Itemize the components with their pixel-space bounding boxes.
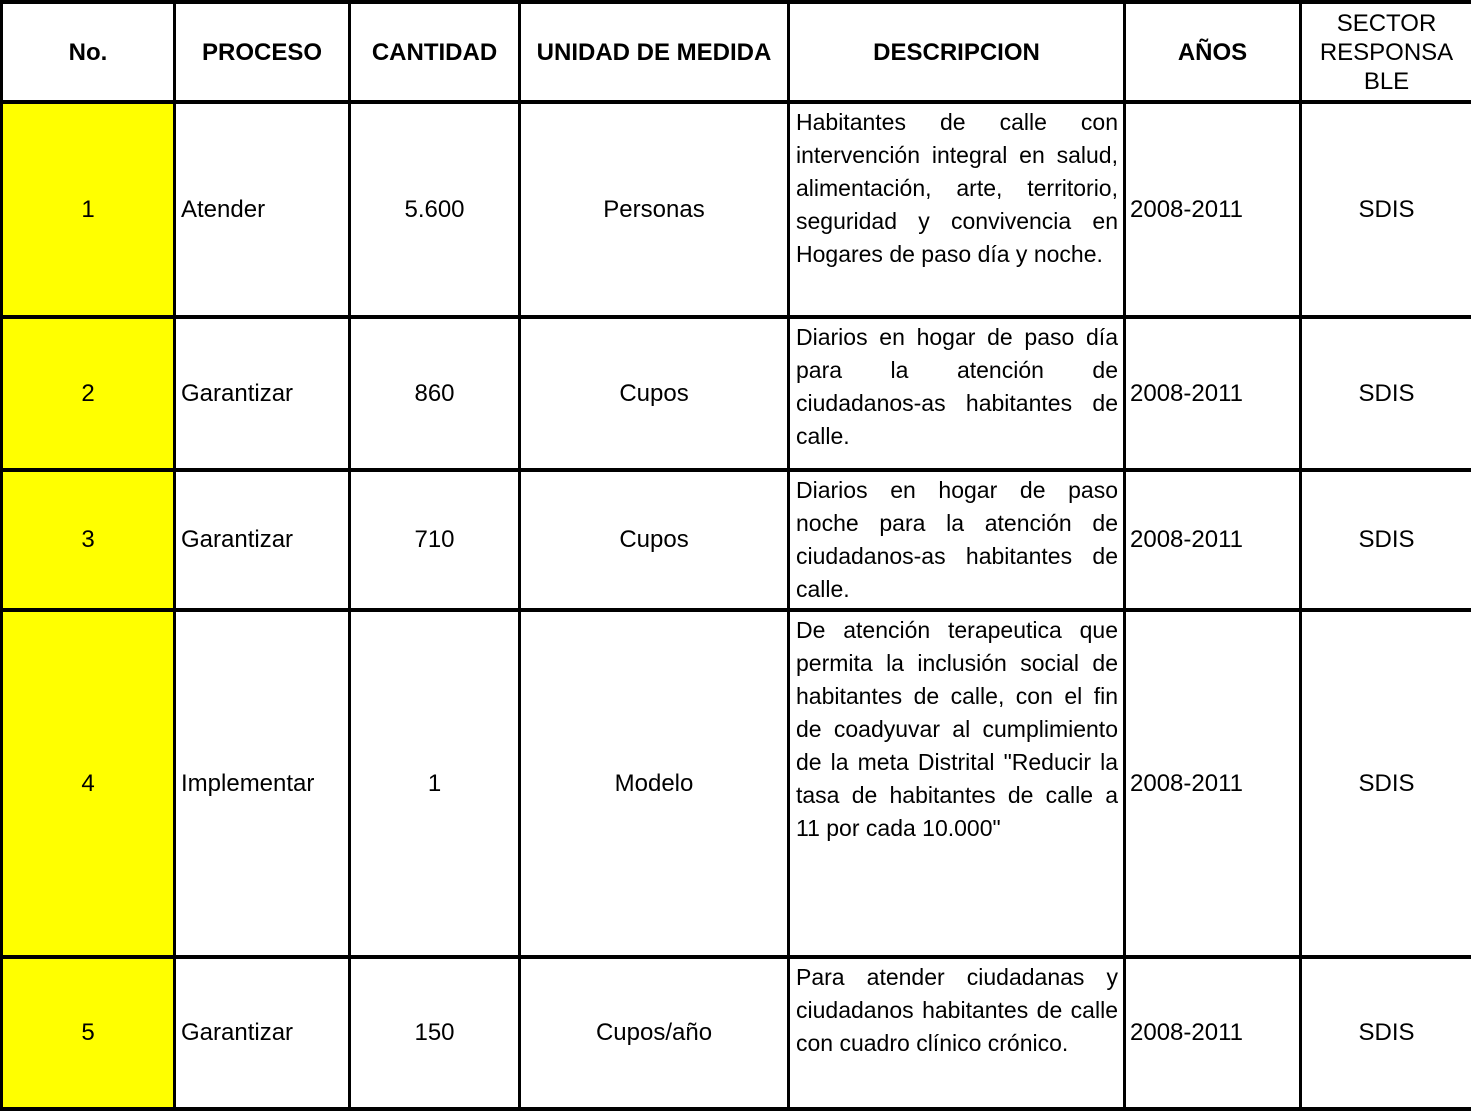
cell-sector-responsable: SDIS [1301,957,1471,1109]
cell-no: 3 [2,470,175,610]
cell-sector-responsable: SDIS [1301,317,1471,470]
cell-unidad-de-medida: Cupos/año [520,957,789,1109]
cell-descripcion: Diarios en hogar de paso noche para la atención de ciudadanos-as habitantes de calle. [789,470,1125,610]
table-row [2,610,1471,957]
table-row [2,957,1471,1109]
table-row [2,317,1471,470]
header-anos: AÑOS [1125,2,1301,102]
table-row [2,470,1471,610]
header-unidad-de-medida: UNIDAD DE MEDIDA [520,2,789,102]
cell-proceso: Garantizar [175,957,350,1109]
header-proceso: PROCESO [175,2,350,102]
cell-no: 4 [2,610,175,957]
header-no: No. [2,2,175,102]
header-sector-line2: RESPONSA [1306,38,1467,67]
cell-cantidad: 1 [350,610,520,957]
cell-unidad-de-medida: Personas [520,102,789,317]
cell-sector-responsable: SDIS [1301,470,1471,610]
header-descripcion: DESCRIPCION [789,2,1125,102]
cell-cantidad: 710 [350,470,520,610]
cell-proceso: Atender [175,102,350,317]
cell-descripcion: Habitantes de calle con intervención integral en salud, alimentación, arte, territorio, seguridad y convivencia en Hogares de paso día y noche. [789,102,1125,317]
cell-proceso: Garantizar [175,470,350,610]
cell-unidad-de-medida: Cupos [520,470,789,610]
cell-cantidad: 5.600 [350,102,520,317]
cell-anos: 2008-2011 [1125,470,1301,610]
cell-proceso: Implementar [175,610,350,957]
cell-anos: 2008-2011 [1125,102,1301,317]
cell-proceso: Garantizar [175,317,350,470]
cell-descripcion: Para atender ciudadanas y ciudadanos habitantes de calle con cuadro clínico crónico. [789,957,1125,1109]
header-row [2,2,1471,102]
cell-no: 1 [2,102,175,317]
header-sector-line3: BLE [1306,67,1467,96]
cell-anos: 2008-2011 [1125,957,1301,1109]
header-sector-responsable [1301,2,1471,102]
cell-unidad-de-medida: Cupos [520,317,789,470]
cell-unidad-de-medida: Modelo [520,610,789,957]
cell-cantidad: 150 [350,957,520,1109]
table-row [2,102,1471,317]
cell-sector-responsable: SDIS [1301,102,1471,317]
cell-cantidad: 860 [350,317,520,470]
header-cantidad: CANTIDAD [350,2,520,102]
cell-anos: 2008-2011 [1125,317,1301,470]
cell-anos: 2008-2011 [1125,610,1301,957]
cell-sector-responsable: SDIS [1301,610,1471,957]
cell-descripcion: De atención terapeutica que permita la inclusión social de habitantes de calle, con el fin de coadyuvar al cumplimiento de la meta Distrital "Reducir la tasa de habitantes de calle a 11 por cada 10.000" [789,610,1125,957]
cell-no: 5 [2,957,175,1109]
cell-descripcion: Diarios en hogar de paso día para la atención de ciudadanos-as habitantes de calle. [789,317,1125,470]
header-sector-line1: SECTOR [1306,9,1467,38]
cell-no: 2 [2,317,175,470]
